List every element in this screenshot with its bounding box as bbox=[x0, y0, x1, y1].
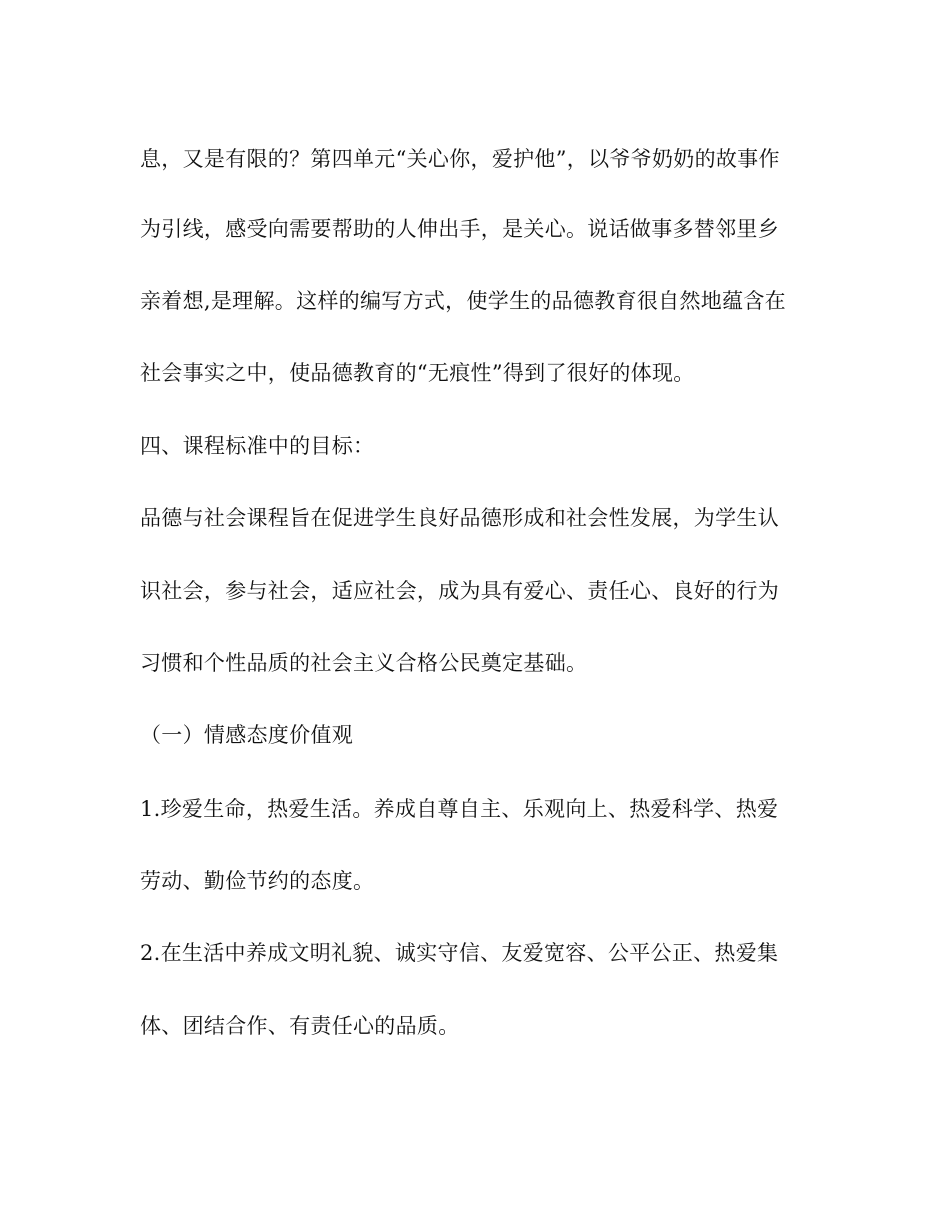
text-line-1: 息，又是有限的？第四单元“关心你，爱护他”，以爷爷奶奶的故事作 bbox=[140, 147, 780, 171]
section-heading-objectives: 四、课程标准中的目标： bbox=[140, 434, 375, 458]
list-item-2-line-2: 体、团结合作、有责任心的品质。 bbox=[140, 1014, 460, 1038]
text-line-6: 品德与社会课程旨在促进学生良好品德形成和社会性发展，为学生认 bbox=[140, 506, 779, 530]
list-item-2-line-1: 2.在生活中养成文明礼貌、诚实守信、友爱宽容、公平公正、热爱集 bbox=[140, 941, 779, 965]
text-line-7: 识社会，参与社会，适应社会，成为具有爱心、责任心、良好的行为 bbox=[140, 579, 779, 603]
list-item-1-line-2: 劳动、勤俭节约的态度。 bbox=[140, 869, 375, 893]
text-line-2: 为引线，感受向需要帮助的人伸出手，是关心。说话做事多替邻里乡 bbox=[140, 217, 779, 241]
subsection-heading-attitudes: （一）情感态度价值观 bbox=[140, 723, 353, 747]
list-item-1-line-1: 1.珍爱生命，热爱生活。养成自尊自主、乐观向上、热爱科学、热爱 bbox=[140, 797, 779, 821]
text-line-3: 亲着想,是理解。这样的编写方式，使学生的品德教育很自然地蕴含在 bbox=[140, 289, 786, 313]
text-line-8: 习惯和个性品质的社会主义合格公民奠定基础。 bbox=[140, 651, 588, 675]
text-line-4: 社会事实之中，使品德教育的“无痕性”得到了很好的体现。 bbox=[140, 361, 695, 385]
